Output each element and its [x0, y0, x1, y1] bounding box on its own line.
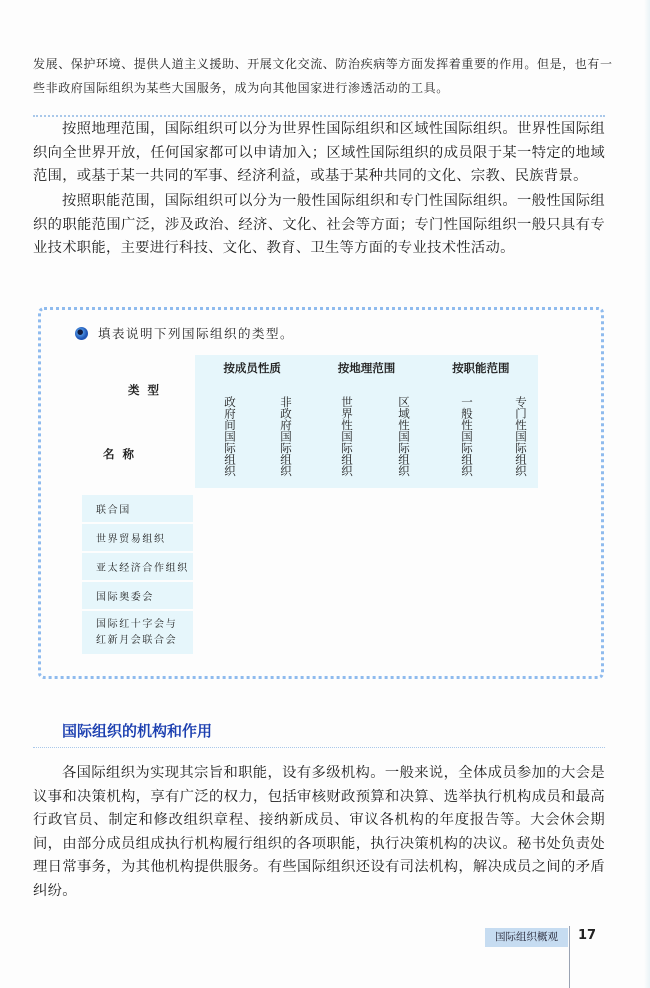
table-group-row — [195, 355, 538, 382]
section-paragraph: 各国际组织为实现其宗旨和职能，设有多级机构。一般来说，全体成员参加的大会是议事和决策机构，享有广泛的权力，包括审核财政预算和决算、选举执行机构成员和最高行政官员、制定和修改组织章程、接纳新成员、审议各机构的年度报告等。大会休会期间，由部分成员组成执行机构履行组织的各项职能，执行决策机构的决议。秘书处负责处理日常事务，为其他机构提供服务。有些国际组织还设有司法机构，解决成员之间的矛盾纠纷。 — [33, 765, 605, 899]
body-paragraph-functional: 按照职能范围，国际组织可以分为一般性国际组织和专门性国际组织。一般性国际组织的职能范围广泛，涉及政治、经济、文化、社会等方面；专门性国际组织一般只具有专业技术职能，主要进行科技、文化、教育、卫生等方面的专业技术性活动。 — [33, 193, 605, 256]
page-number: 17 — [578, 928, 597, 943]
group-geographic-label: 按地理范围 — [337, 361, 396, 375]
activity-prompt — [75, 324, 294, 342]
blue-bullet-icon — [75, 327, 88, 340]
table-row — [82, 611, 193, 654]
organization-name: 联合国 — [96, 505, 131, 516]
chapter-tag: 国际组织概观 — [485, 928, 568, 947]
footer-divider — [569, 926, 570, 988]
body-paragraph-geographic: 按照地理范围，国际组织可以分为世界性国际组织和区域性国际组织。世界性国际组织向全世界开放，任何国家都可以申请加入；区域性国际组织的成员限于某一特定的地域范围，或基于某一共同的军事、经济利益，或基于某种共同的文化、宗教、民族背景。 — [33, 121, 605, 184]
section-heading: 国际组织的机构和作用 — [62, 722, 213, 740]
note-paragraph: 发展、保护环境、提供人道主义援助、开展文化交流、防治疾病等方面发挥着重要的作用。但是，也有一些非政府国际组织为某些大国服务，成为向其他国家进行渗透活动的工具。 — [33, 57, 613, 95]
organization-name: 亚太经济合作组织 — [96, 563, 189, 574]
organization-name: 国际奥委会 — [96, 592, 154, 603]
column-global: 世界性国际组织 — [340, 396, 354, 477]
group-functional-label: 按职能范围 — [452, 361, 510, 375]
table-row — [82, 524, 193, 551]
table-row — [82, 495, 193, 522]
note-divider — [33, 115, 605, 117]
organization-name-line2: 红新月会联合会 — [96, 634, 178, 646]
corner-type-label: 类型 — [128, 383, 167, 397]
column-regional: 区域性国际组织 — [397, 396, 411, 477]
organization-name-line1: 国际红十字会与 — [96, 618, 178, 630]
section-heading-underline — [33, 747, 605, 748]
group-membership-label: 按成员性质 — [223, 361, 281, 375]
column-specialized: 专门性国际组织 — [514, 396, 528, 477]
organization-name-column — [82, 495, 193, 656]
column-general: 一般性国际组织 — [460, 396, 474, 477]
activity-prompt-text: 填表说明下列国际组织的类型。 — [98, 326, 295, 341]
page-edge-shade — [644, 0, 650, 988]
organization-name: 世界贸易组织 — [96, 534, 166, 545]
corner-name-label: 名称 — [103, 447, 142, 461]
column-nongovernmental: 非政府国际组织 — [279, 396, 293, 477]
table-row — [82, 582, 193, 609]
table-row — [82, 553, 193, 580]
column-intergovernmental: 政府间国际组织 — [223, 396, 237, 477]
